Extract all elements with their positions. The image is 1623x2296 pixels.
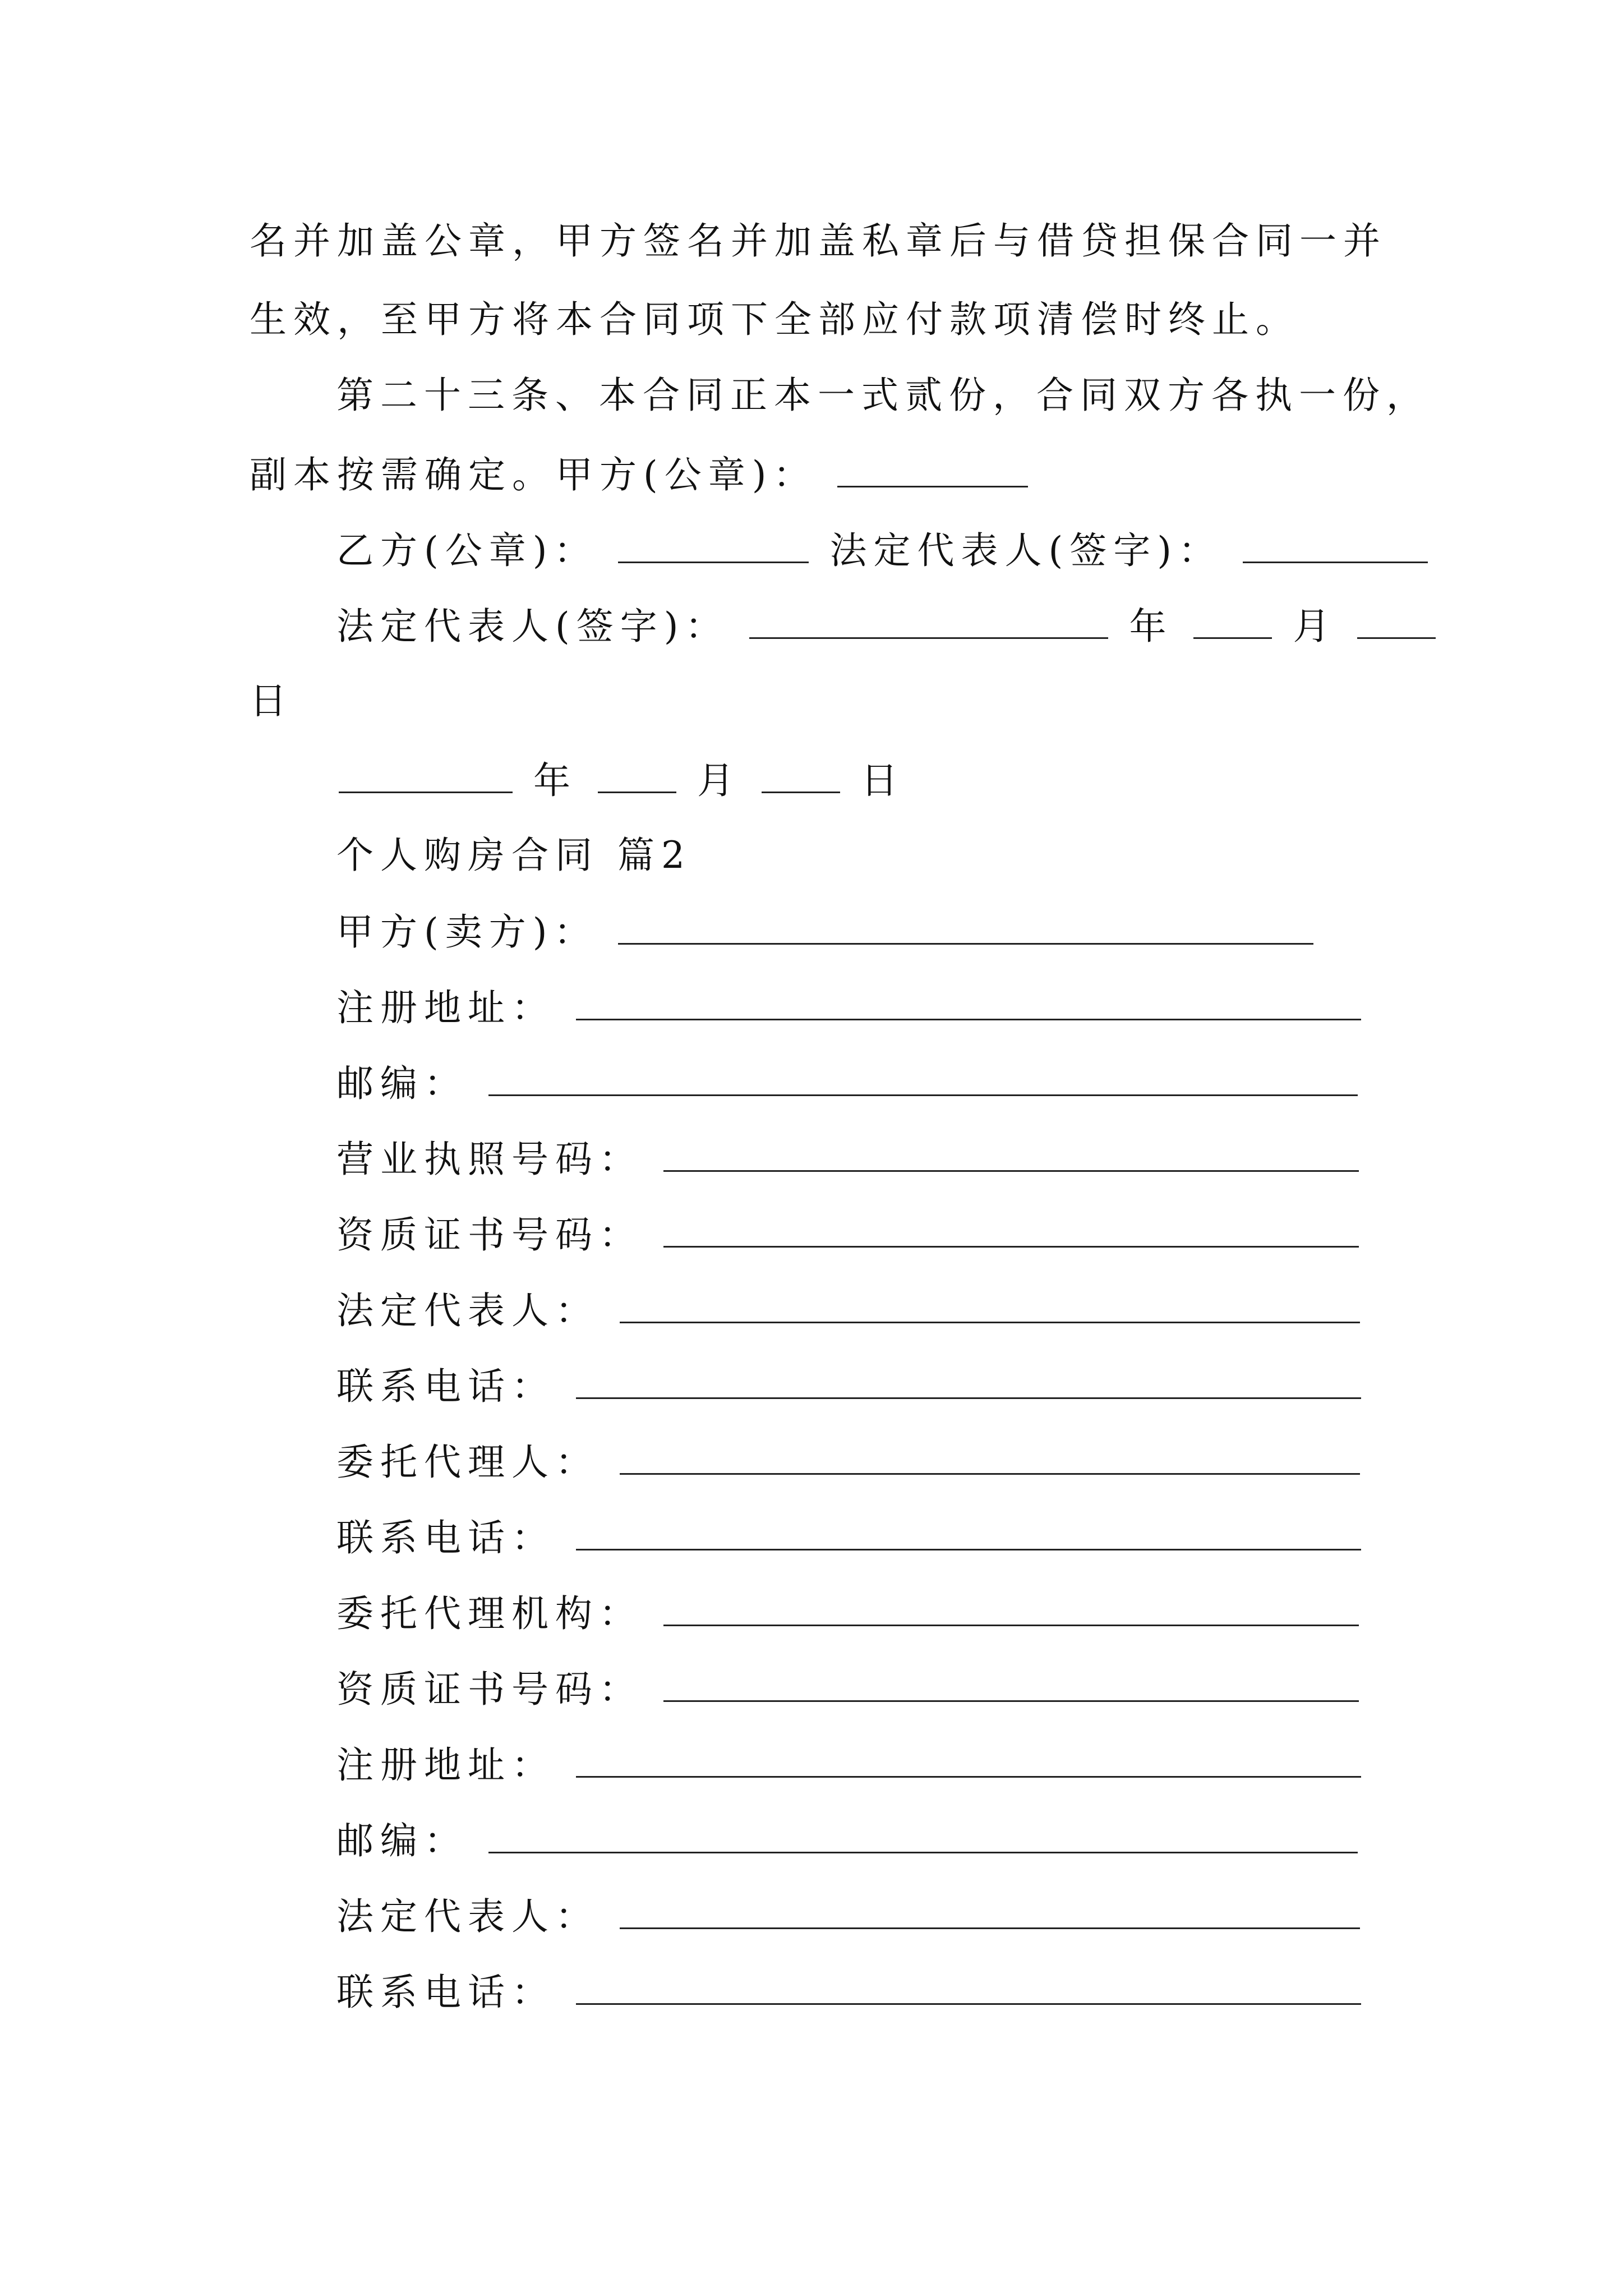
month-label: 月 <box>1293 605 1337 648</box>
form-field-row <box>336 1285 1362 1335</box>
article-23-line <box>336 370 1430 421</box>
field-input-blank[interactable] <box>576 1966 1361 2005</box>
form-field-row <box>336 1133 1361 1184</box>
field-input-blank[interactable] <box>576 1512 1361 1550</box>
field-input-blank[interactable] <box>618 906 1313 945</box>
field-label: 注册地址： <box>336 986 555 1029</box>
signature-line <box>336 524 1430 575</box>
field-label: 资质证书号码： <box>336 1213 643 1257</box>
field-input-blank[interactable] <box>620 1436 1360 1475</box>
field-input-blank[interactable] <box>576 1739 1361 1778</box>
form-field-row <box>336 1436 1362 1487</box>
year-blank[interactable] <box>339 754 513 793</box>
field-label: 联系电话： <box>336 1516 555 1559</box>
article-23-text: 第二十三条、本合同正本一式贰份，合同双方各执一份， <box>336 374 1430 417</box>
form-field-row <box>336 1588 1361 1638</box>
party-b-seal-label: 乙方(公章)： <box>336 529 598 572</box>
legal-rep-sign-label: 法定代表人(签字)： <box>829 529 1222 572</box>
day-blank[interactable] <box>762 754 840 793</box>
day-blank[interactable] <box>1357 600 1436 639</box>
party-a-seal-blank[interactable] <box>837 449 1028 487</box>
field-label: 资质证书号码： <box>336 1668 643 1711</box>
form-field-row <box>336 1209 1361 1259</box>
form-field-row <box>336 1815 1360 1865</box>
year-label: 年 <box>1129 605 1173 648</box>
paragraph-text: 生效，至甲方将本合同项下全部应付款项清偿时终止。 <box>250 298 1299 341</box>
section-title-line <box>336 830 691 881</box>
field-input-blank[interactable] <box>620 1890 1360 1929</box>
year-label: 年 <box>533 759 577 802</box>
form-field-row <box>336 1360 1363 1411</box>
form-field-row <box>336 1512 1363 1562</box>
form-field-row <box>336 1057 1360 1108</box>
field-input-blank[interactable] <box>488 1057 1358 1096</box>
date-line <box>336 754 905 805</box>
field-label: 委托代理机构： <box>336 1592 643 1635</box>
field-label: 营业执照号码： <box>336 1138 643 1181</box>
field-input-blank[interactable] <box>488 1815 1358 1853</box>
signature-line <box>336 600 1438 651</box>
signature-line <box>250 676 293 726</box>
field-label: 联系电话： <box>336 1971 555 2014</box>
party-b-seal-blank[interactable] <box>618 524 809 563</box>
paragraph-line <box>250 216 1387 266</box>
field-label: 委托代理人： <box>336 1441 599 1484</box>
field-label: 联系电话： <box>336 1365 555 1408</box>
form-field-row <box>336 1966 1363 2017</box>
form-field-row <box>336 1663 1361 1714</box>
month-blank[interactable] <box>598 754 676 793</box>
legal-rep-sign-blank[interactable] <box>749 600 1108 639</box>
form-field-row <box>336 1739 1363 1789</box>
article-23-text: 副本按需确定。甲方(公章)： <box>250 453 817 496</box>
field-input-blank[interactable] <box>663 1588 1359 1626</box>
paragraph-text: 名并加盖公章，甲方签名并加盖私章后与借贷担保合同一并 <box>250 219 1387 263</box>
field-input-blank[interactable] <box>576 982 1361 1020</box>
month-label: 月 <box>697 759 741 802</box>
field-label: 邮编： <box>336 1062 468 1105</box>
form-field-row <box>336 982 1363 1032</box>
legal-rep-sign-label: 法定代表人(签字)： <box>336 605 729 648</box>
section-title: 个人购房合同 篇2 <box>336 834 691 877</box>
month-blank[interactable] <box>1193 600 1272 639</box>
form-field-row <box>336 906 1316 956</box>
field-input-blank[interactable] <box>663 1663 1359 1702</box>
field-input-blank[interactable] <box>576 1360 1361 1399</box>
field-input-blank[interactable] <box>663 1133 1359 1172</box>
day-label: 日 <box>860 759 905 802</box>
field-label: 甲方(卖方)： <box>336 910 598 954</box>
legal-rep-sign-blank[interactable] <box>1243 524 1428 563</box>
paragraph-line <box>250 295 1299 345</box>
field-label: 注册地址： <box>336 1743 555 1787</box>
day-label: 日 <box>250 679 293 723</box>
field-label: 法定代表人： <box>336 1289 599 1332</box>
field-label: 法定代表人： <box>336 1895 599 1938</box>
article-23-line <box>250 449 1030 499</box>
field-input-blank[interactable] <box>620 1285 1360 1323</box>
field-input-blank[interactable] <box>663 1209 1359 1248</box>
form-field-row <box>336 1890 1362 1941</box>
field-label: 邮编： <box>336 1819 468 1862</box>
